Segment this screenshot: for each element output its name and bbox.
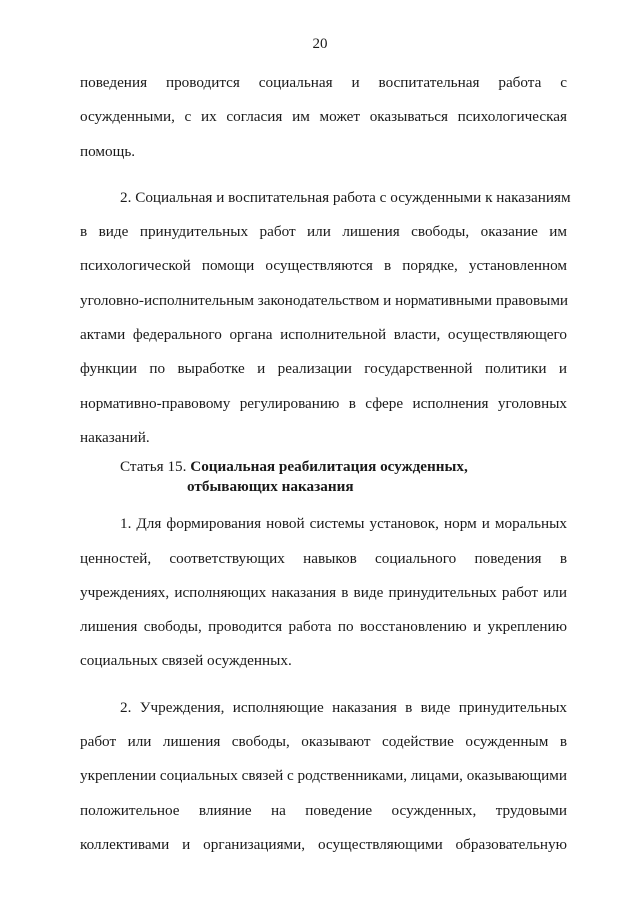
text-line: коллективами и организациями, осуществляющими образовательную [80, 835, 567, 853]
text-line: поведения проводится социальная и воспитательная работа с [80, 74, 567, 91]
page-number: 20 [312, 36, 328, 52]
text-line: уголовно-исполнительным законодательством и нормативными правовыми [80, 291, 569, 309]
article-heading [80, 457, 567, 497]
text-line: помощь. [80, 142, 136, 160]
text-line: нормативно-правовому регулированию в сфере исполнения уголовных [80, 394, 567, 412]
text-line: учреждениях, исполняющих наказания в виде принудительных работ или [80, 583, 567, 601]
article-title-line1: Социальная реабилитация осужденных, [190, 458, 468, 476]
text-line: лишения свободы, проводится работа по восстановлению и укреплению [80, 618, 567, 636]
text-line: укреплении социальных связей с родственниками, лицами, оказывающими [80, 767, 568, 785]
text-line: 1. Для формирования новой системы установок, норм и моральных [120, 515, 567, 533]
text-line: наказаний. [80, 428, 150, 446]
paragraph-continuation [80, 66, 567, 169]
text-line: ценностей, соответствующих навыков социального поведения в [80, 549, 567, 567]
text-line: положительное влияние на поведение осужденных, трудовыми [80, 801, 567, 819]
paragraph-3 [80, 507, 567, 678]
text-line: функции по выработке и реализации государственной политики и [80, 360, 567, 378]
text-line: в виде принудительных работ или лишения свободы, оказание им [80, 223, 567, 241]
article-number: Статья 15. [120, 458, 187, 476]
text-line: осужденными, с их согласия им может оказываться психологическая [80, 108, 567, 126]
paragraph-2 [80, 181, 571, 455]
text-line: 2. Социальная и воспитательная работа с осужденными к наказаниям [120, 188, 571, 206]
text-line: психологической помощи осуществляются в порядке, установленном [80, 257, 567, 275]
text-line: 2. Учреждения, исполняющие наказания в виде принудительных [120, 698, 567, 716]
text-line: работ или лишения свободы, оказывают содействие осужденным в [80, 733, 567, 751]
paragraph-4 [80, 691, 567, 862]
text-line: социальных связей осужденных. [80, 652, 292, 670]
text-line: актами федерального органа исполнительной власти, осуществляющего [80, 326, 567, 344]
document-body [80, 66, 571, 862]
article-title-line2: отбывающих наказания [187, 478, 354, 496]
